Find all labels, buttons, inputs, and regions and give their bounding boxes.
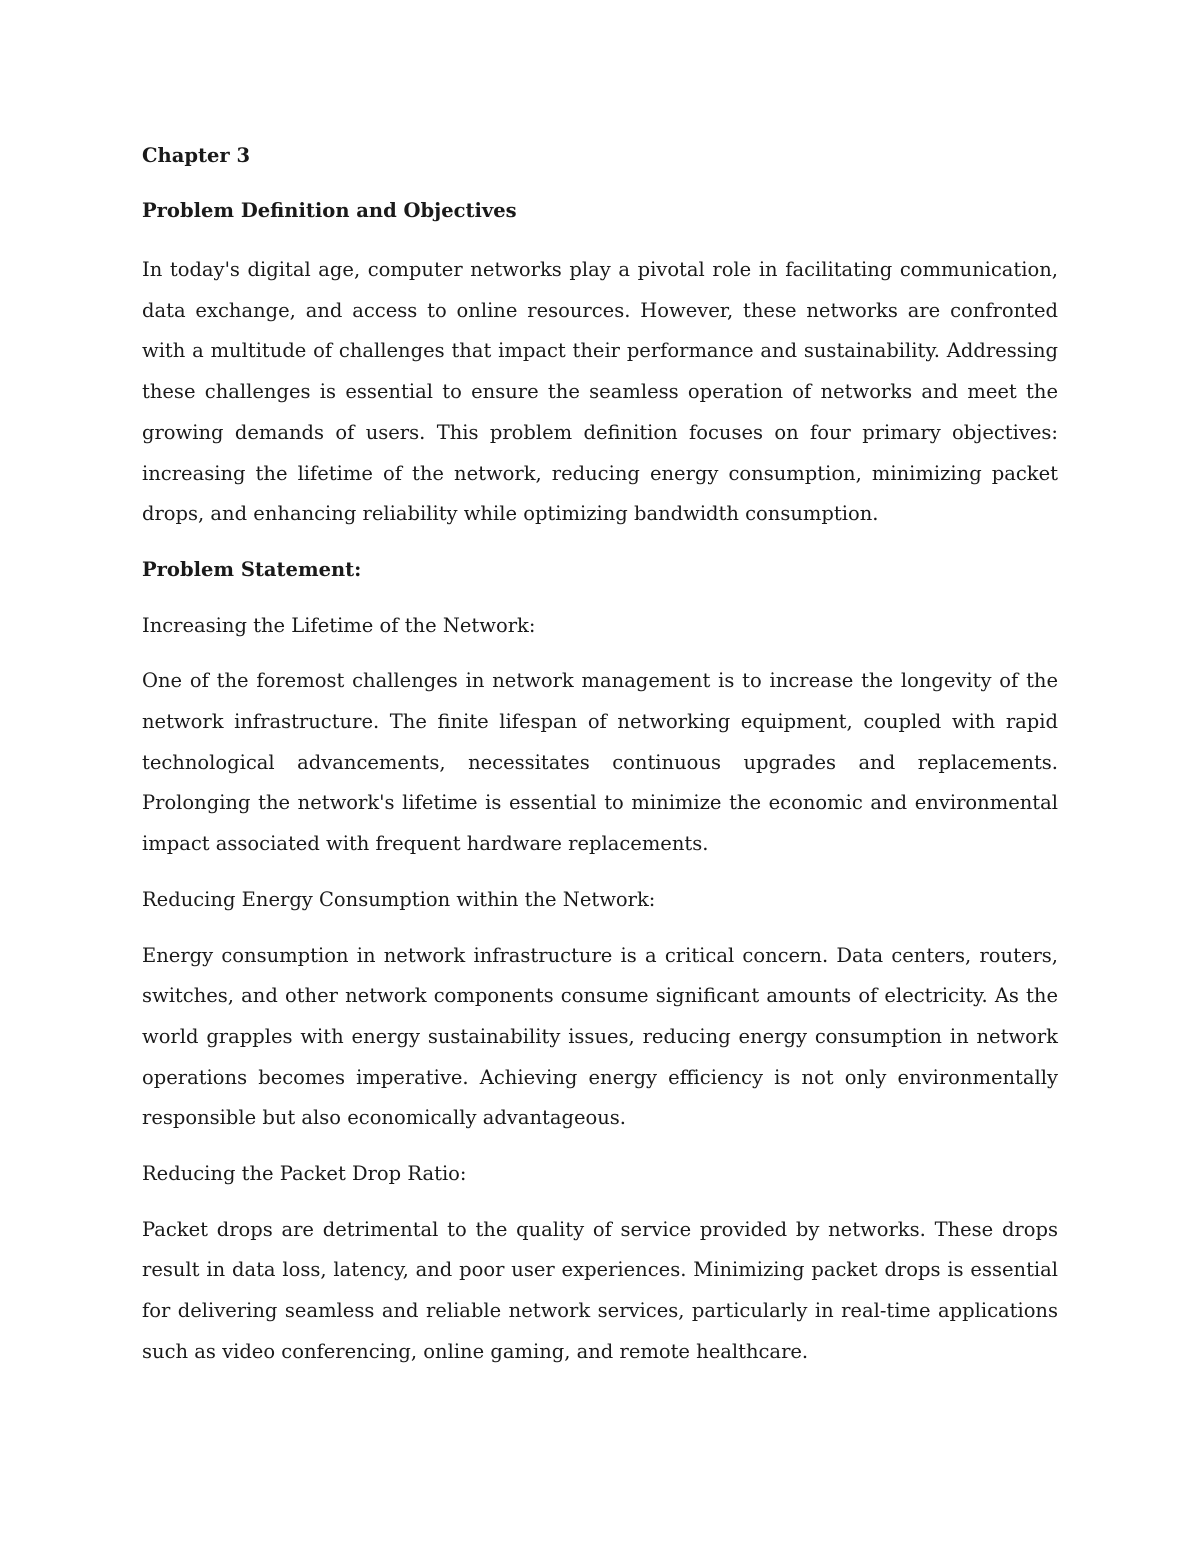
intro-paragraph: In today's digital age, computer networks play a pivotal role in facilitating communication, data exchange, and access to online resources. However, these networks are confronted with a multitude of challenges that impact their performance and sustainability. Addressing these challenges is essential to ensure the seamless operation of networks and meet the growing demands of users. This problem definition focuses on four primary objectives: increasing the lifetime of the network, reducing energy consumption, minimizing packet drops, and enhancing reliability while optimizing bandwidth consumption. [142,258,1058,526]
section-body-energy: Energy consumption in network infrastructure is a critical concern. Data centers, routers, switches, and other network components consume significant amounts of electricity. As the world grapples with energy sustainability issues, reducing energy consumption in network operations becomes imperative. Achieving energy efficiency is not only environmentally responsible but also economically advantageous. [142,943,1058,1130]
section-body-packet-drop: Packet drops are detrimental to the quality of service provided by networks. These drops result in data loss, latency, and poor user experiences. Minimizing packet drops is essential for delivering seamless and reliable network services, particularly in real-time applications such as video conferencing, online gaming, and remote healthcare. [142,1217,1058,1363]
chapter-label: Chapter 3 [142,144,251,167]
document-page [142,140,1058,1388]
section-heading-lifetime: Increasing the Lifetime of the Network: [142,613,536,637]
page-title: Problem Definition and Objectives [142,199,517,222]
problem-statement-heading: Problem Statement: [142,557,362,581]
section-heading-energy: Reducing Energy Consumption within the Network: [142,887,656,911]
section-heading-packet-drop: Reducing the Packet Drop Ratio: [142,1162,467,1186]
section-body-lifetime: One of the foremost challenges in network management is to increase the longevity of the network infrastructure. The finite lifespan of networking equipment, coupled with rapid technological advancements, necessitates continuous upgrades and replacements. Prolonging the network's lifetime is essential to minimize the economic and environmental impact associated with frequent hardware replacements. [142,669,1058,856]
